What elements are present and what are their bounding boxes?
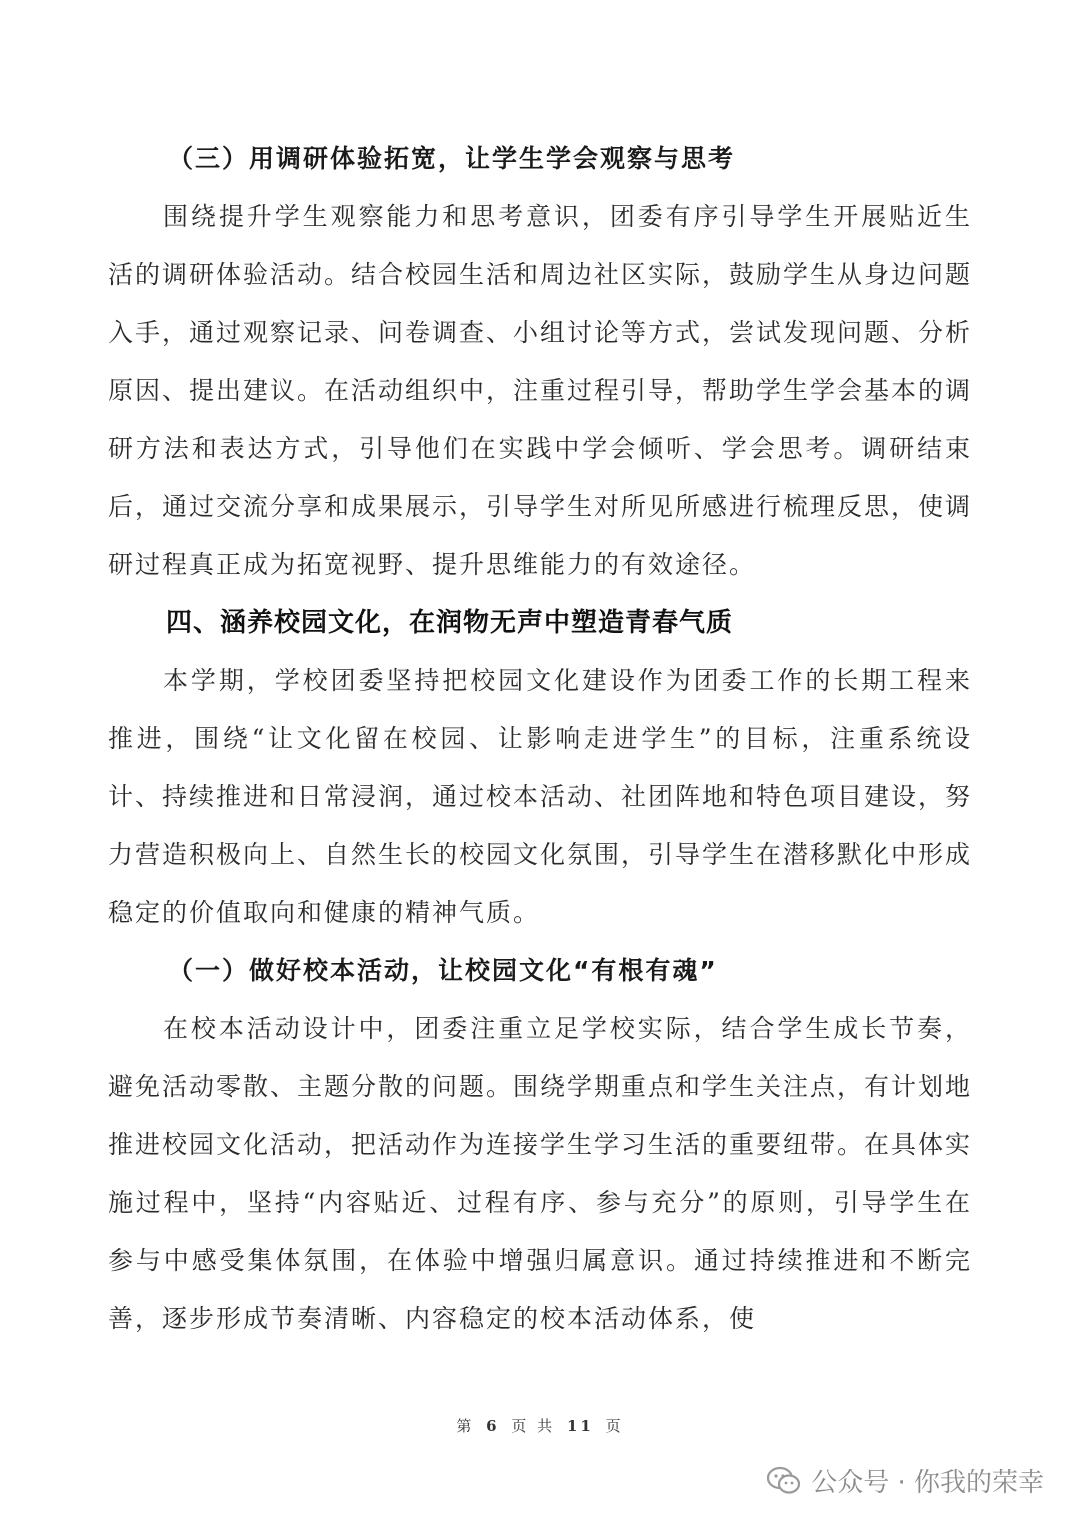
wechat-watermark xyxy=(767,1462,1044,1499)
total-pages-number: 11 xyxy=(566,1417,594,1435)
page-number-footer xyxy=(0,1415,1080,1436)
footer-suffix: 页 xyxy=(605,1417,624,1435)
wechat-icon xyxy=(767,1466,801,1496)
document-body xyxy=(108,130,972,1348)
footer-middle: 页 共 xyxy=(511,1417,556,1435)
section-4-heading: 四、涵养校园文化，在润物无声中塑造青春气质 xyxy=(166,608,734,638)
section-4-1-paragraph: 在校本活动设计中，团委注重立足学校实际，结合学生成长节奏，避免活动零散、主题分散的问题。围绕学期重点和学生关注点，有计划地推进校园文化活动，把活动作为连接学生学习生活的重要纽带。在具体实施过程中，坚持“内容贴近、过程有序、参与充分”的原则，引导学生在参与中感受集体氛围，在体验中增强归属意识。通过持续推进和不断完善，逐步形成节奏清晰、内容稳定的校本活动体系，使 xyxy=(108,1014,973,1333)
footer-prefix: 第 xyxy=(456,1417,475,1435)
section-4-1-heading: （一）做好校本活动，让校园文化“有根有魂” xyxy=(168,956,718,985)
current-page-number: 6 xyxy=(486,1417,500,1435)
watermark-text: 公众号 · 你我的荣幸 xyxy=(811,1468,1044,1498)
section-3-heading: （三）用调研体验拓宽，让学生学会观察与思考 xyxy=(168,144,736,173)
section-3-paragraph: 围绕提升学生观察能力和思考意识，团委有序引导学生开展贴近生活的调研体验活动。结合校园生活和周边社区实际，鼓励学生从身边问题入手，通过观察记录、问卷调查、小组讨论等方式，尝试发现问题、分析原因、提出建议。在活动组织中，注重过程引导，帮助学生学会基本的调研方法和表达方式，引导他们在实践中学会倾听、学会思考。调研结束后，通过交流分享和成果展示，引导学生对所见所感进行梳理反思，使调研过程真正成为拓宽视野、提升思维能力的有效途径。 xyxy=(108,202,973,579)
section-4-paragraph: 本学期，学校团委坚持把校园文化建设作为团委工作的长期工程来推进，围绕“让文化留在校园、让影响走进学生”的目标，注重系统设计、持续推进和日常浸润，通过校本活动、社团阵地和特色项目建设，努力营造积极向上、自然生长的校园文化氛围，引导学生在潜移默化中形成稳定的价值取向和健康的精神气质。 xyxy=(108,666,973,927)
